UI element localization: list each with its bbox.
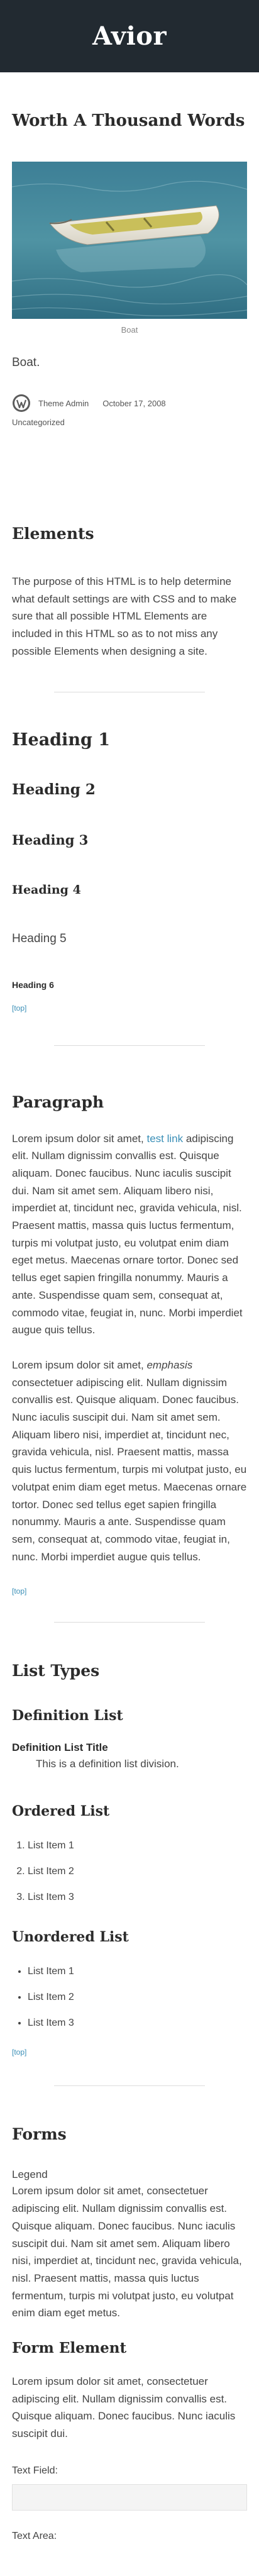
definition-term: Definition List Title [12,1741,108,1754]
heading-2: Heading 2 [12,780,96,798]
text-field-input[interactable] [12,2484,247,2511]
paragraph-1-start: Lorem ipsum dolor sit amet, [12,1132,147,1145]
section-title-forms: Forms [12,2125,67,2144]
site-title-link[interactable]: Avior [92,21,167,51]
back-to-top-link[interactable]: [top] [12,2048,27,2057]
heading-5: Heading 5 [12,931,67,945]
form-element-text: Lorem ipsum dolor sit amet, consectetuer adipiscing elit. Nullam dignissim convallis est. Quisque aliquam. Donec faucibus. Nunc iaculis suscipit dui. [12,2375,236,2440]
unordered-list [12,1965,247,2029]
post-title: Worth A Thousand Words [12,111,245,130]
list-item: • List Item 3 [28,2017,247,2029]
paragraph-2-end: consectetuer adipiscing elit. Nullam dignissim convallis est. Quisque aliquam. Donec faucibus. Nunc iaculis suscipit dui. Nam sit amet sem. Aliquam libero nisi, imperdiet at, tincidunt nec, gravida vehicula, nisl. Praesent mattis, massa quis luctus fermentum, turpis mi volutpat justo, eu volutpat enim diam eget metus. Maecenas ornare tortor. Donec sed tellus eget sapien fringilla nonummy. Mauris a ante. Suspendisse quam sem, consequat at, commodo vitae, feugiat in, nunc. Morbi imperdiet augue quis tellus. [12,1376,247,1563]
back-to-top-link[interactable]: [top] [12,1587,27,1596]
test-link[interactable]: test link [146,1132,184,1145]
post-category-link[interactable]: Uncategorized [12,418,65,427]
heading-3: Heading 3 [12,831,89,848]
site-header [0,0,259,72]
boat-photo [12,162,247,319]
heading-4: Heading 4 [12,882,81,897]
section-title-paragraph: Paragraph [12,1092,104,1111]
definition-description: This is a definition list division. [36,1758,179,1770]
post-meta [12,394,247,413]
form-element-title: Form Element [12,2340,127,2357]
unordered-list-title: Unordered List [12,1929,129,1946]
legend-text: Lorem ipsum dolor sit amet, consectetuer adipiscing elit. Nullam dignissim convallis est. Quisque aliquam. Donec faucibus. Nunc iaculis suscipit dui. Nam sit amet sem. Aliquam libero nisi, imperdiet at, tincidunt nec, gravida vehicula, nisl. Praesent mattis, massa quis luctus fermentum, turpis mi volutpat justo, eu volutpat enim diam eget metus. [12,2185,242,2319]
post-date-link[interactable]: October 17, 2008 [102,398,166,408]
list-item: 1. List Item 1 [28,1840,247,1852]
heading-6: Heading 6 [12,979,54,990]
text-area-label: Text Area: [12,2530,57,2541]
section-divider [54,1622,205,1623]
post-author-link[interactable]: Theme Admin [38,398,89,408]
paragraph-2 [12,1357,247,1565]
main-content [0,111,259,2542]
fieldset-legend: Legend [12,2168,48,2181]
list-item: • List Item 1 [28,1965,247,1978]
section-title-elements: Elements [12,525,94,543]
image-caption: Boat [121,325,138,335]
paragraph-1-end: adipiscing elit. Nullam dignissim convallis est. Quisque aliquam. Donec faucibus. Nunc iaculis suscipit dui. Nam sit amet sem. Aliquam libero nisi, imperdiet at, tincidunt nec, gravida vehicula, nisl. Praesent mattis, massa quis luctus fermentum, turpis mi volutpat justo, eu volutpat enim diam eget metus. Maecenas ornare tortor. Donec sed tellus eget sapien fringilla nonummy. Mauris a ante. Suspendisse quam sem, consequat at, commodo vitae, feugiat in, nunc. Morbi imperdiet augue quis tellus. [12,1132,243,1336]
paragraph-1 [12,1130,247,1339]
post-lead-text: Boat. [12,356,40,369]
wordpress-logo-icon [12,394,31,413]
back-to-top-link[interactable]: [top] [12,1003,27,1013]
emphasis-text: emphasis [146,1358,193,1371]
text-field-label: Text Field: [12,2465,58,2476]
definition-list-title: Definition List [12,1707,123,1724]
section-divider [54,2085,205,2086]
ordered-list-title: Ordered List [12,1803,110,1820]
paragraph-2-start: Lorem ipsum dolor sit amet, [12,1358,147,1371]
list-item: 2. List Item 2 [28,1865,247,1878]
ordered-list [12,1840,247,1904]
section-divider [54,1045,205,1046]
definition-list [12,1741,247,1770]
list-item: • List Item 2 [28,1991,247,2004]
heading-1: Heading 1 [12,730,111,750]
list-item: 3. List Item 3 [28,1891,247,1904]
elements-intro: The purpose of this HTML is to help determine what default settings are with CSS and to make sure that all possible HTML Elements are included in this HTML so as to not miss any possible Elements when designing a site. [12,575,237,657]
section-title-list-types: List Types [12,1662,100,1680]
